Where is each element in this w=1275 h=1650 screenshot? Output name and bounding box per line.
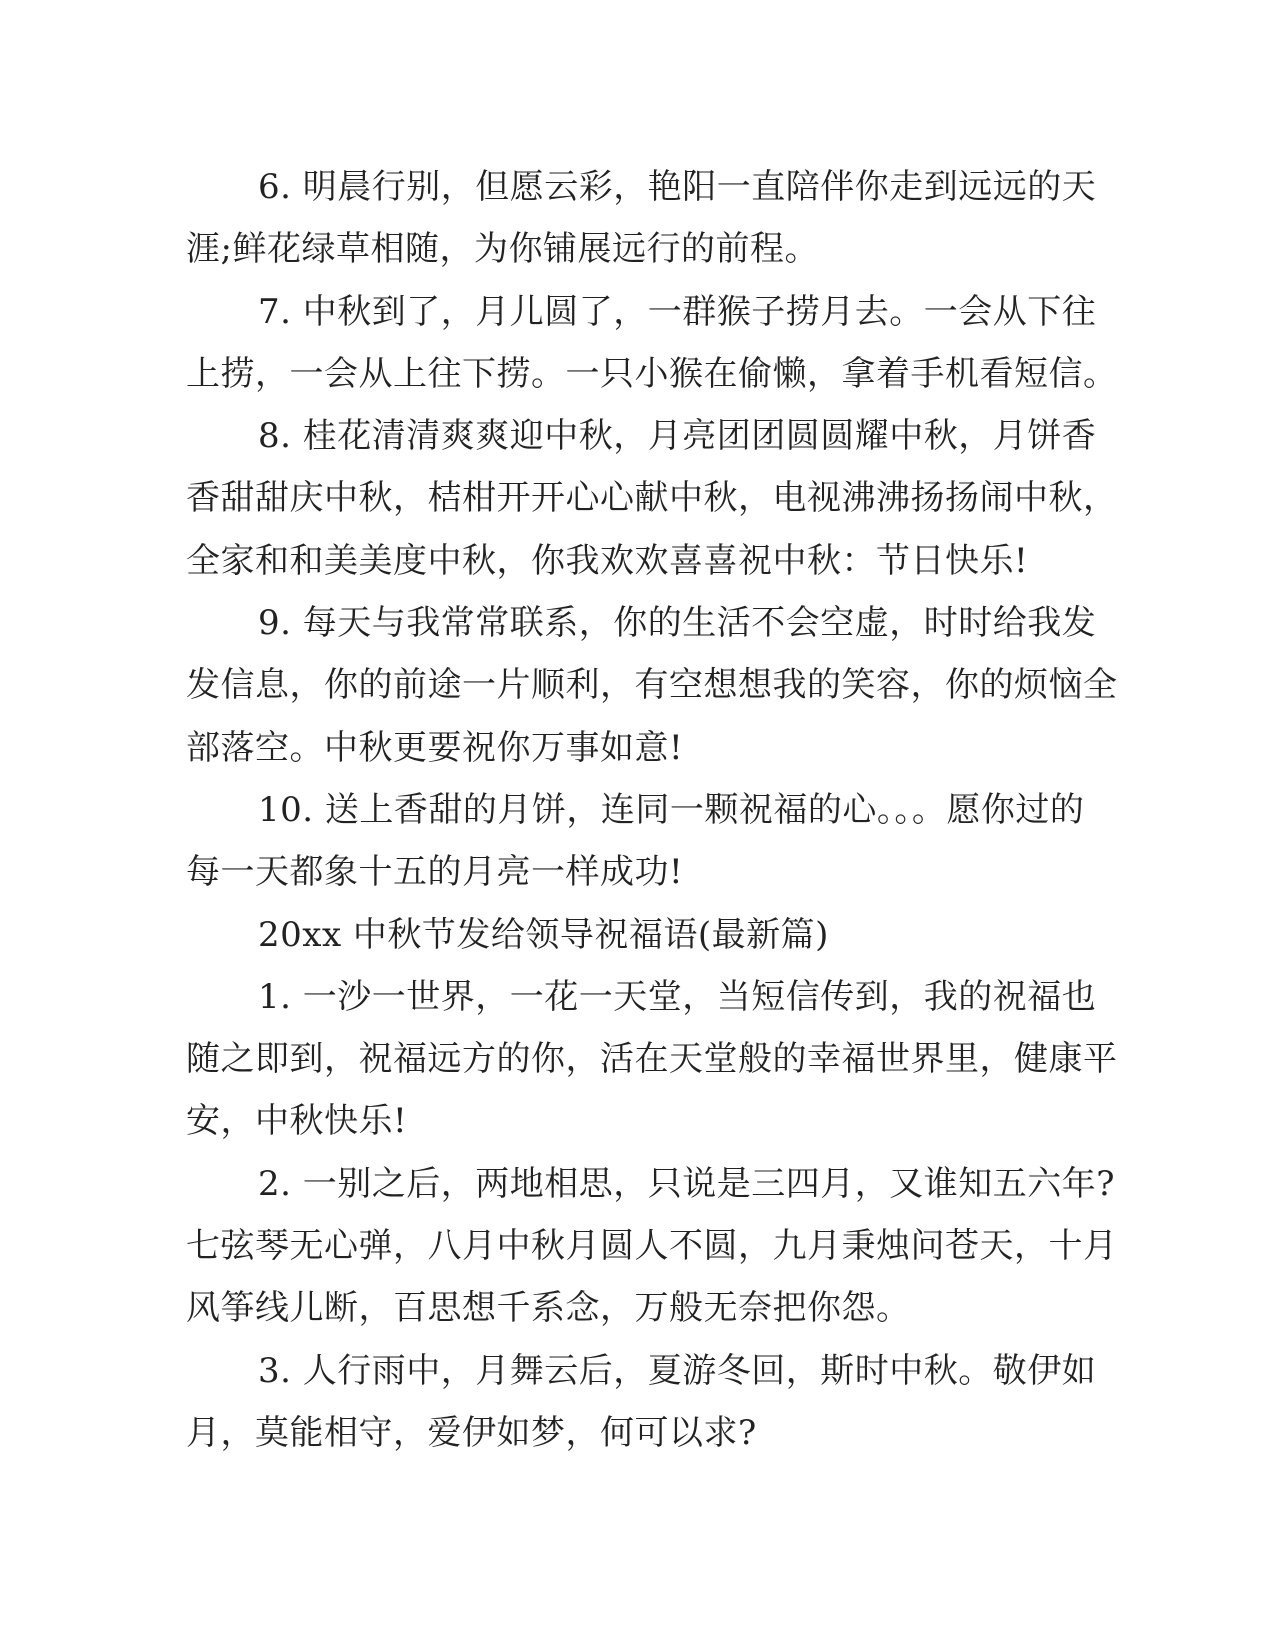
text-line: 涯;鲜花绿草相随，为你铺展远行的前程。 (186, 229, 819, 270)
text-line: 七弦琴无心弹，八月中秋月圆人不圆，九月秉烛问苍天，十月 (186, 1226, 1118, 1267)
section-heading (186, 904, 1098, 966)
greeting-paragraph (186, 405, 1118, 592)
text-line: 20xx 中秋节发给领导祝福语(最新篇) (258, 914, 829, 955)
text-line: 香甜甜庆中秋，桔柑开开心心献中秋，电视沸沸扬扬闹中秋， (186, 478, 1118, 519)
text-line: 9. 每天与我常常联系，你的生活不会空虚，时时给我发 (258, 603, 1097, 644)
text-line: 上捞，一会从上往下捞。一只小猴在偷懒，拿着手机看短信。 (186, 353, 1118, 394)
text-line: 2. 一别之后，两地相思，只说是三四月，又谁知五六年? (258, 1163, 1115, 1204)
text-line: 部落空。中秋更要祝你万事如意! (186, 727, 684, 768)
greeting-paragraph (186, 1153, 1118, 1340)
text-line: 10. 送上香甜的月饼，连同一颗祝福的心。。。愿你过的 (258, 789, 1085, 830)
text-line: 7. 中秋到了，月儿圆了，一群猴子捞月去。一会从下往 (258, 291, 1097, 332)
text-line: 安，中秋快乐! (186, 1101, 408, 1142)
text-line: 8. 桂花清清爽爽迎中秋，月亮团团圆圆耀中秋，月饼香 (258, 416, 1097, 457)
text-line: 每一天都象十五的月亮一样成功! (186, 852, 684, 893)
greeting-paragraph (186, 281, 1118, 406)
text-line: 1. 一沙一世界，一花一天堂，当短信传到，我的祝福也 (258, 976, 1097, 1017)
document-body (186, 156, 1118, 1464)
greeting-paragraph (186, 1340, 1098, 1465)
text-line: 月，莫能相守，爱伊如梦，何可以求? (186, 1412, 757, 1453)
text-line: 随之即到，祝福远方的你，活在天堂般的幸福世界里，健康平 (186, 1039, 1118, 1080)
text-line: 全家和和美美度中秋，你我欢欢喜喜祝中秋：节日快乐! (186, 540, 1029, 581)
text-line: 风筝线儿断，百思想千系念，万般无奈把你怨。 (186, 1288, 911, 1329)
text-line: 6. 明晨行别，但愿云彩，艳阳一直陪伴你走到远远的天 (258, 167, 1097, 207)
greeting-paragraph (186, 592, 1118, 779)
text-line: 3. 人行雨中，月舞云后，夏游冬回，斯时中秋。敬伊如 (258, 1350, 1097, 1391)
greeting-paragraph (186, 156, 1098, 281)
greeting-paragraph (186, 779, 1098, 904)
text-line: 发信息，你的前途一片顺利，有空想想我的笑容，你的烦恼全 (186, 665, 1118, 706)
greeting-paragraph (186, 966, 1118, 1153)
